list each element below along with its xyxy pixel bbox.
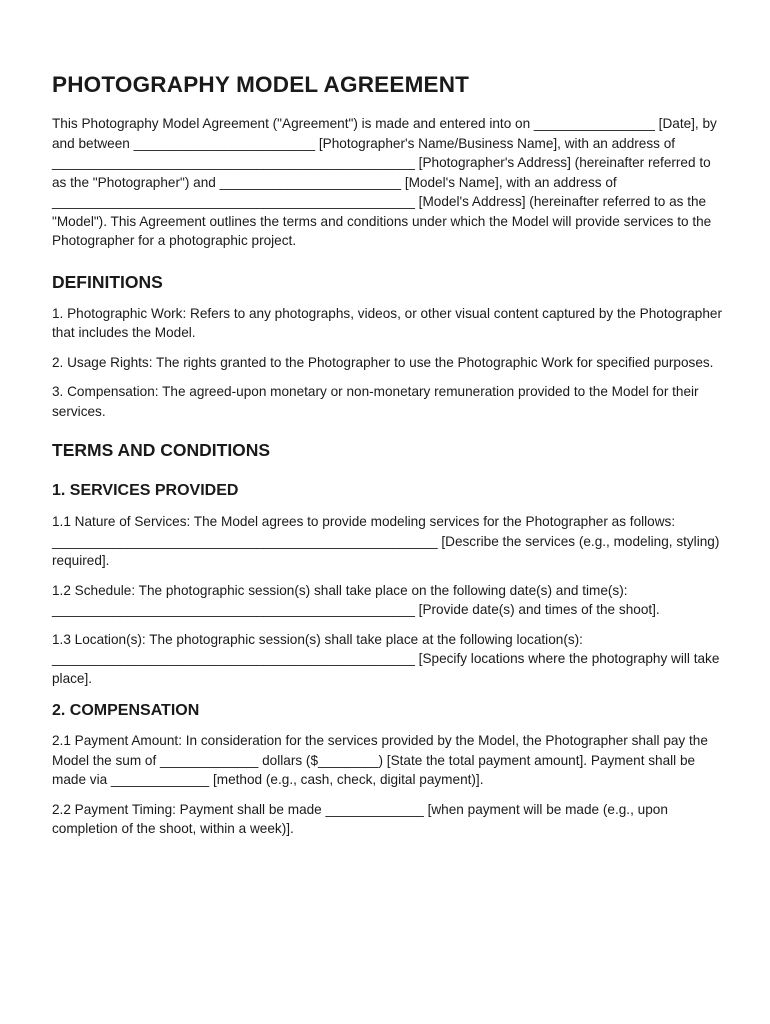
document-title: PHOTOGRAPHY MODEL AGREEMENT xyxy=(52,72,470,97)
services-item: 1.3 Location(s): The photographic session(s) shall take place at the following location(s): ________________________________________________ [Specify locations where the photography will take place]. xyxy=(52,631,720,686)
document-page xyxy=(52,70,724,849)
definitions-heading: DEFINITIONS xyxy=(52,271,163,292)
services-heading: 1. SERVICES PROVIDED xyxy=(52,482,239,499)
compensation-item: 2.1 Payment Amount: In consideration for the services provided by the Model, the Photographer shall pay the Model the sum of _____________ dollars ($________) [State the total payment amount]. Payment shall be made via _____________ [method (e.g., cash, check, digital payment)]. xyxy=(52,733,708,787)
definition-item: 3. Compensation: The agreed-upon monetary or non-monetary remuneration provided to the Model for their services. xyxy=(52,384,699,419)
intro-paragraph: This Photography Model Agreement ("Agreement") is made and entered into on ________________ [Date], by and between ________________________ [Photographer's Name/Business Name], with an address of ________________________________________________ [Photographer's Address] (hereinafter referred to as the "Photographer") and ________________________ [Model's Name], with an address of ________________________________________________ [Model's Address] (hereinafter referred to as the "Model"). This Agreement outlines the terms and conditions under which the Model will provide services to the Photographer for a photographic project. xyxy=(52,116,717,248)
terms-heading: TERMS AND CONDITIONS xyxy=(52,440,271,460)
services-item: 1.1 Nature of Services: The Model agrees to provide modeling services for the Photographer as follows: ___________________________________________________ [Describe the services (e.g., modeling, styling) required]. xyxy=(52,514,720,568)
definition-item: 1. Photographic Work: Refers to any photographs, videos, or other visual content captured by the Photographer that includes the Model. xyxy=(52,305,723,340)
definition-item: 2. Usage Rights: The rights granted to the Photographer to use the Photographic Work for specified purposes. xyxy=(52,354,714,370)
compensation-item: 2.2 Payment Timing: Payment shall be made _____________ [when payment will be made (e.g., upon completion of the shoot, within a week)]. xyxy=(52,801,668,836)
compensation-heading: 2. COMPENSATION xyxy=(52,702,200,719)
services-item: 1.2 Schedule: The photographic session(s) shall take place on the following date(s) and time(s): ________________________________________________ [Provide date(s) and times of the shoot]. xyxy=(52,582,660,617)
